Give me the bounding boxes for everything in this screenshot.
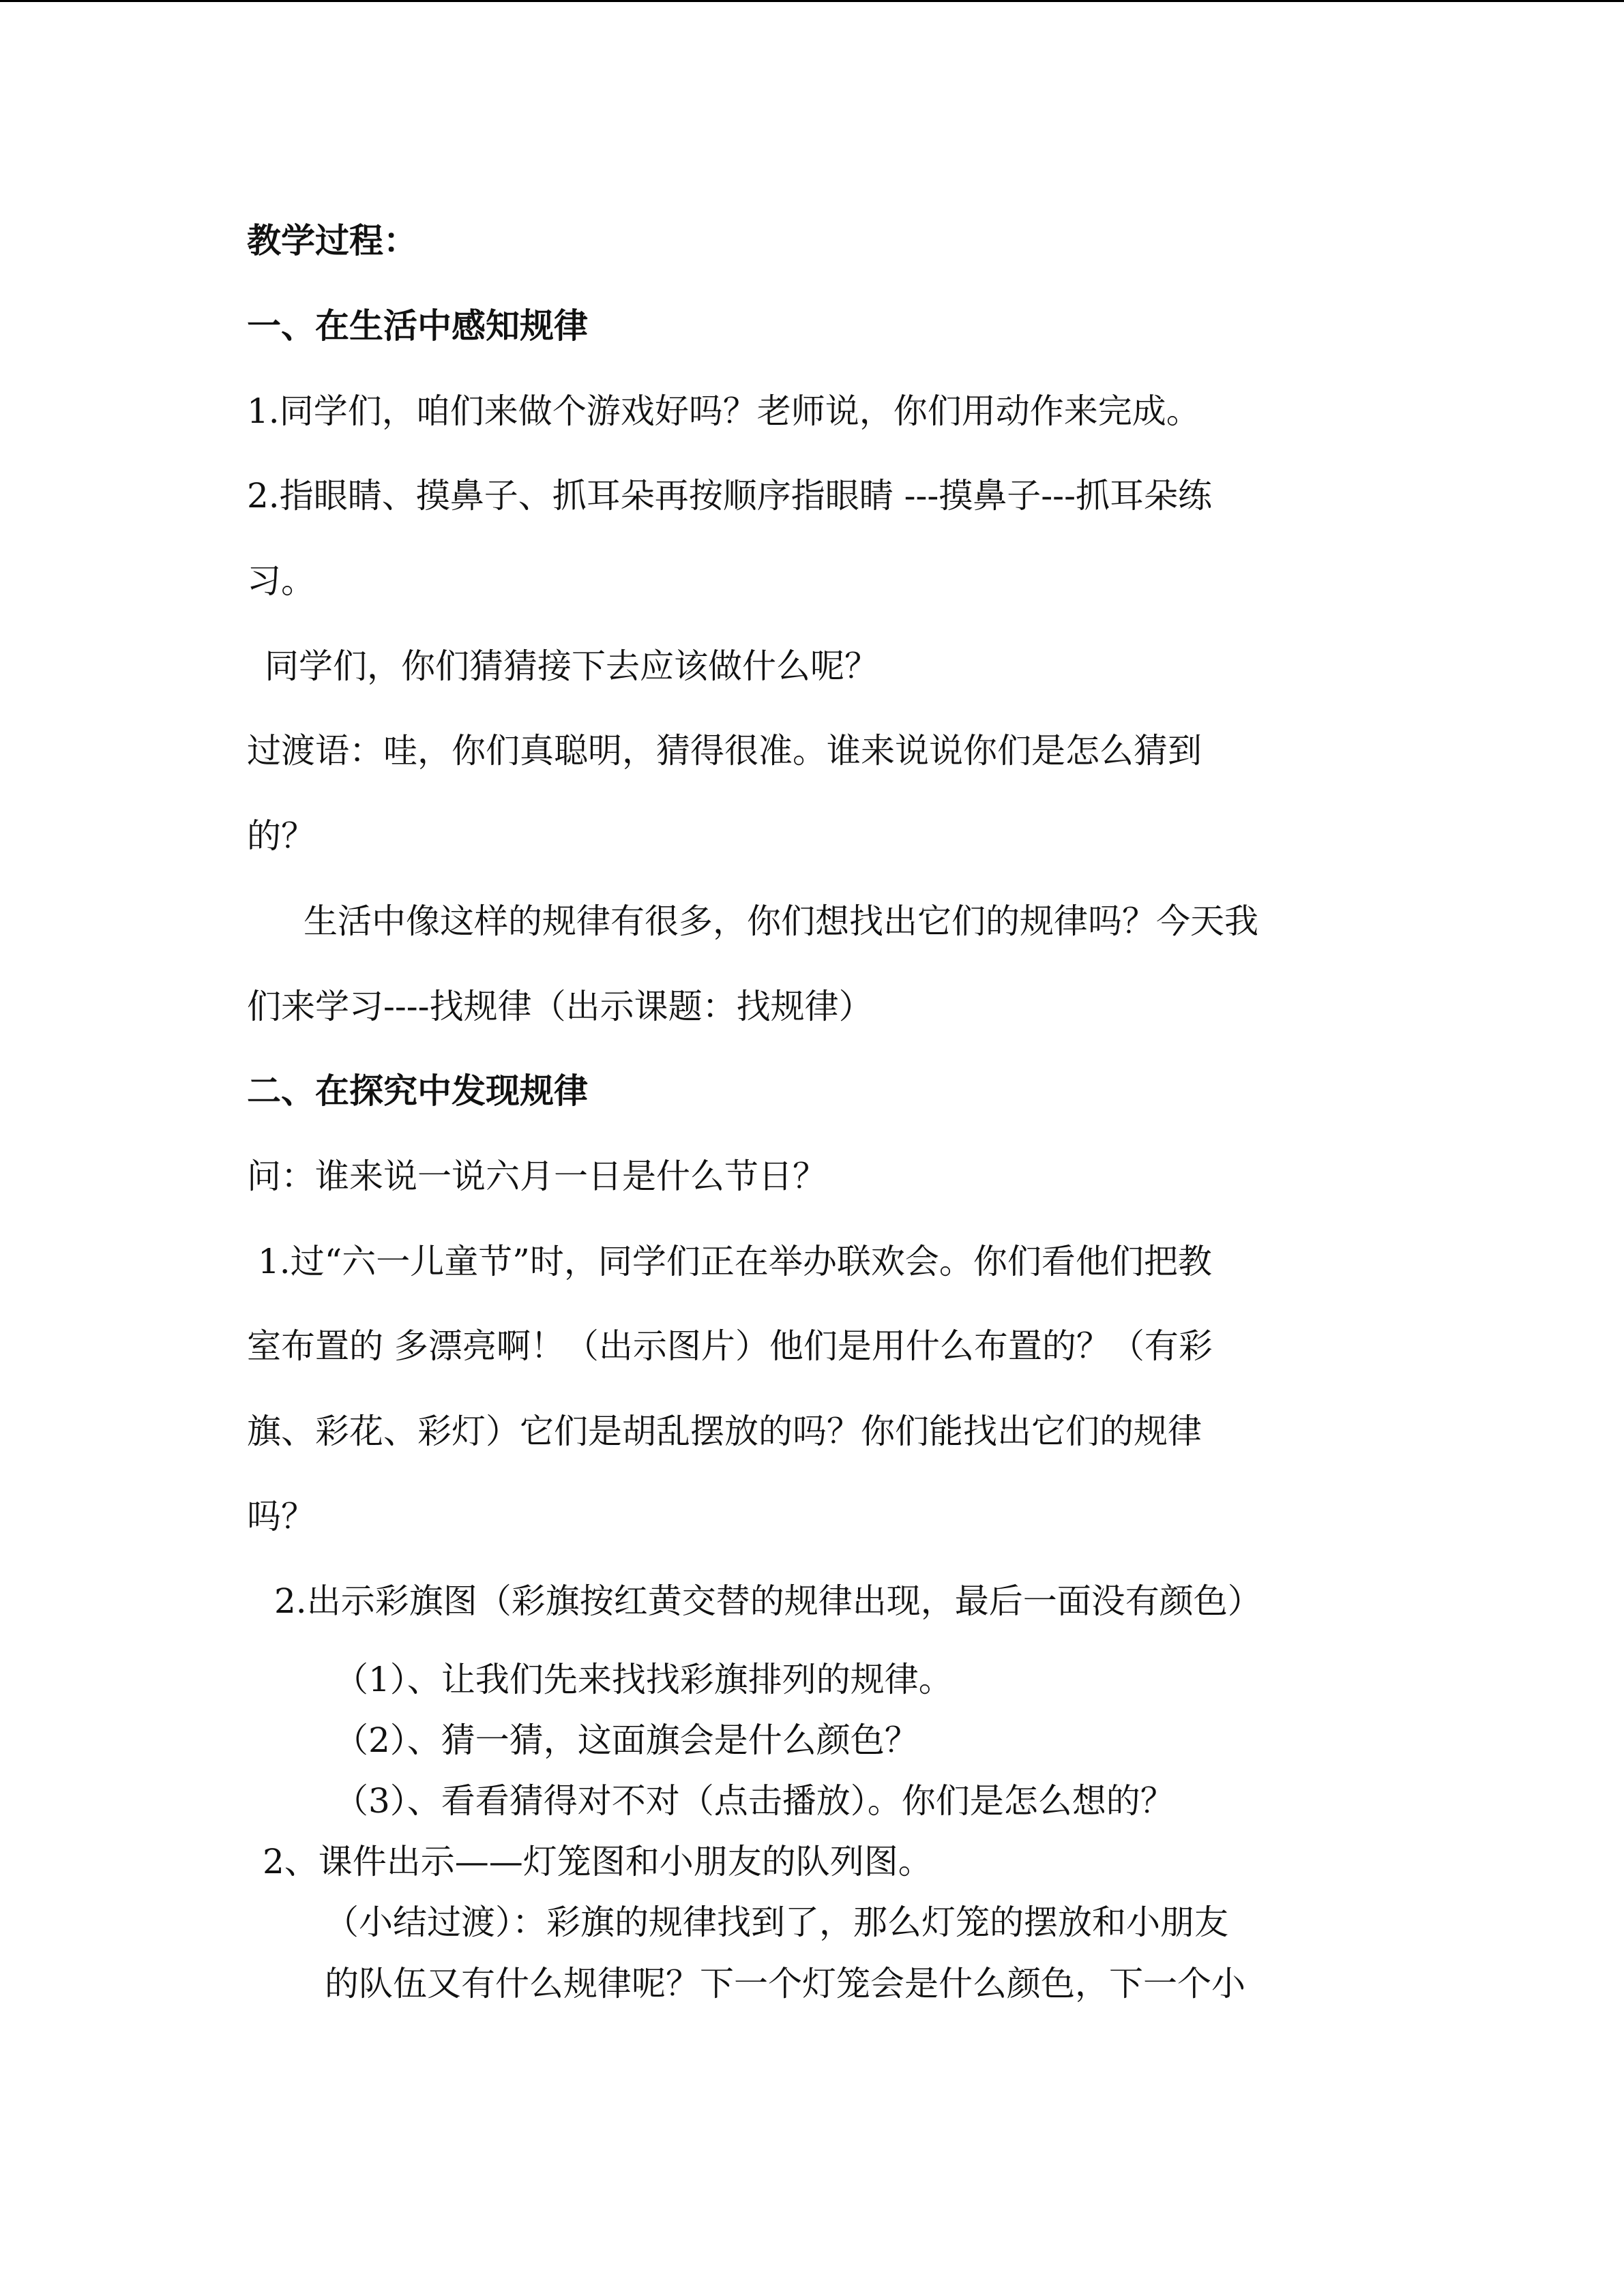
paragraph: 的？ xyxy=(247,816,315,856)
paragraph: 的队伍又有什么规律呢？下一个灯笼会是什么颜色，下一个小 xyxy=(325,1964,1245,2003)
paragraph: 吗？ xyxy=(247,1497,315,1536)
list-item: （1）、让我们先来找找彩旗排列的规律。 xyxy=(334,1660,953,1699)
paragraph: 过渡语：哇，你们真聪明，猜得很准。谁来说说你们是怎么猜到 xyxy=(247,731,1202,771)
paragraph: 室布置的 多漂亮啊！（出示图片）他们是用什么布置的？（有彩 xyxy=(247,1326,1213,1366)
list-item: （2）、猜一猜，这面旗会是什么颜色？ xyxy=(334,1720,919,1760)
document-title: 教学过程： xyxy=(247,221,417,260)
paragraph: 2、课件出示——灯笼图和小朋友的队列图。 xyxy=(263,1842,932,1881)
paragraph: 旗、彩花、彩灯）它们是胡乱摆放的吗？你们能找出它们的规律 xyxy=(247,1412,1202,1451)
paragraph: 同学们，你们猜猜接下去应该做什么呢？ xyxy=(265,646,879,686)
paragraph: 生活中像这样的规律有很多，你们想找出它们的规律吗？今天我 xyxy=(304,901,1258,941)
paragraph: （小结过渡）：彩旗的规律找到了，那么灯笼的摆放和小朋友 xyxy=(325,1903,1228,1942)
paragraph: 2.出示彩旗图（彩旗按红黄交替的规律出现，最后一面没有颜色） xyxy=(274,1581,1262,1621)
paragraph: 习。 xyxy=(247,561,315,601)
paragraph: 们来学习----找规律（出示课题：找规律） xyxy=(247,987,873,1026)
list-item: （3）、看看猜得对不对（点击播放）。你们是怎么想的？ xyxy=(334,1781,1175,1821)
paragraph: 2.指眼睛、摸鼻子、抓耳朵再按顺序指眼睛 ---摸鼻子---抓耳朵练 xyxy=(247,476,1212,516)
section-1-heading: 一、在生活中感知规律 xyxy=(247,306,588,346)
paragraph: 问：谁来说一说六月一日是什么节日？ xyxy=(247,1157,827,1196)
section-2-heading: 二、在探究中发现规律 xyxy=(247,1071,588,1111)
paragraph: 1.同学们，咱们来做个游戏好吗？老师说，你们用动作来完成。 xyxy=(247,391,1200,431)
paragraph: 1.过“六一儿童节”时，同学们正在举办联欢会。你们看他们把教 xyxy=(258,1242,1212,1281)
